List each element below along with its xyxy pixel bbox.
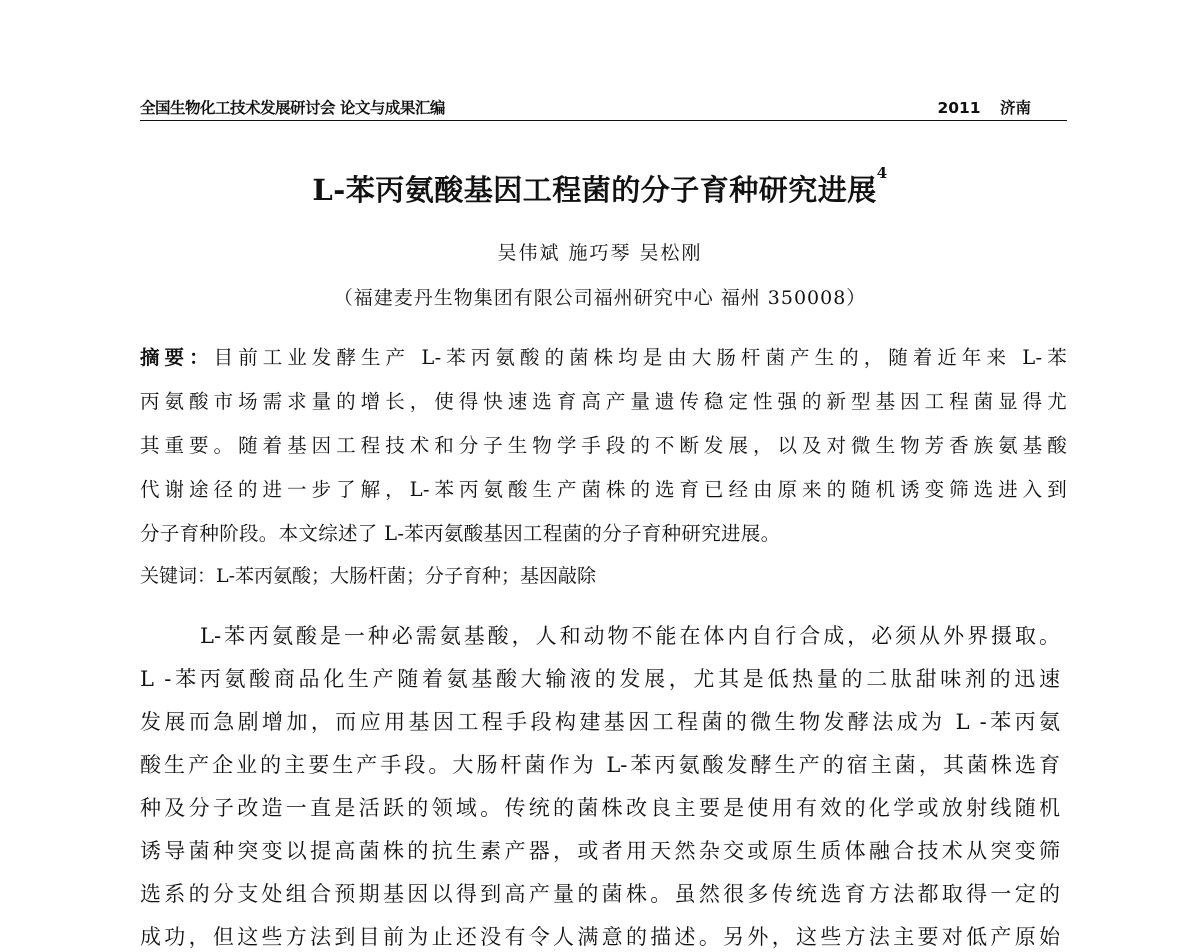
running-header (140, 96, 1067, 121)
body-paragraph-line: 种及分子改造一直是活跃的领域。传统的菌株改良主要是使用有效的化学或放射线随机 (140, 796, 1060, 820)
abstract-line: 分子育种阶段。本文综述了 L-苯丙氨酸基因工程菌的分子育种研究进展。 (140, 522, 781, 545)
body-paragraph-line: L-苯丙氨酸是一种必需氨基酸，人和动物不能在体内自行合成，必须从外界摄取。 (200, 624, 1060, 648)
keywords-text: L-苯丙氨酸；大肠杆菌；分子育种；基因敲除 (216, 565, 597, 587)
body-paragraph-line: 酸生产企业的主要生产手段。大肠杆菌作为 L-苯丙氨酸发酵生产的宿主菌，其菌株选育 (140, 753, 1060, 777)
author-list: 吴伟斌 施巧琴 吴松刚 (497, 242, 703, 264)
abstract-line: 代谢途径的进一步了解，L-苯丙氨酸生产菌株的选育已经由原来的随机诱变筛选进入到 (140, 478, 1067, 501)
title-footnote-marker: 4 (876, 164, 888, 182)
body-paragraph-line: 成功，但这些方法到目前为止还没有令人满意的描述。另外，这些方法主要对低产原始 (140, 925, 1060, 949)
body-paragraph-line: L -苯丙氨酸商品化生产随着氨基酸大输液的发展，尤其是低热量的二肽甜味剂的迅速 (140, 667, 1060, 691)
body-paragraph-line: 诱导菌种突变以提高菌株的抗生素产器，或者用天然杂交或原生质体融合技术从突变筛 (140, 839, 1060, 863)
keywords-label: 关键词： (140, 565, 217, 587)
abstract-label: 摘要： (140, 346, 214, 369)
paper-title-text: L-苯丙氨酸基因工程菌的分子育种研究进展 (312, 173, 877, 207)
body-paragraph-line: 选系的分支处组合预期基因以得到高产量的菌株。虽然很多传统选育方法都取得一定的 (140, 882, 1060, 906)
abstract-text: 目前工业发酵生产 L-苯丙氨酸的菌株均是由大肠杆菌产生的，随着近年来 L-苯 (213, 346, 1067, 369)
header-conference-title: 全国生物化工技术发展研讨会 论文与成果汇编 (140, 99, 445, 117)
abstract-line: 其重要。随着基因工程技术和分子生物学手段的不断发展，以及对微生物芳香族氨基酸 (140, 434, 1067, 457)
author-affiliation: （福建麦丹生物集团有限公司福州研究中心 福州 350008） (333, 287, 867, 309)
abstract-line: 丙氨酸市场需求量的增长，使得快速选育高产量遗传稳定性强的新型基因工程菌显得尤 (140, 390, 1067, 413)
abstract-line (140, 342, 1067, 370)
keywords (140, 561, 596, 588)
body-paragraph-line: 发展而急剧增加，而应用基因工程手段构建基因工程菌的微生物发酵法成为 L -苯丙氨 (140, 710, 1060, 734)
paper-title (0, 164, 1200, 209)
header-year-location: 2011 济南 (937, 99, 1031, 117)
